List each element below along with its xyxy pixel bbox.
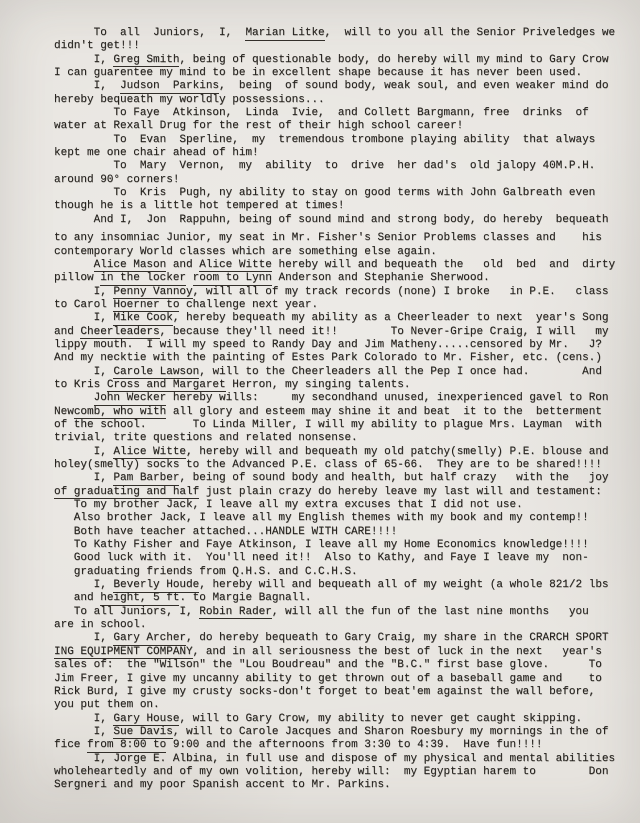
text-line: I, Pam Barber, being of sound body and health, but half crazy with the joy xyxy=(54,472,609,485)
text-line: I, Beverly Houde, hereby will and bequeath all of my weight (a whole 821/2 lbs xyxy=(54,579,609,592)
text-line: trivial, trite questions and related nonsense. xyxy=(54,432,358,445)
text-line: And my necktie with the painting of Estes Park Colorado to Mr. Fisher, etc. (cens.) xyxy=(54,352,602,365)
text-line: Both have teacher attached...HANDLE WITH CARE!!!! xyxy=(54,525,398,538)
text-line: To Mary Vernon, my ability to drive her dad's old jalopy 40M.P.H. xyxy=(54,160,596,173)
underlined-text: Cheerleaders xyxy=(80,325,160,338)
underlined-text: Alice Witte xyxy=(113,445,187,458)
text-line: ING EQUIPMENT COMPANY, and in all seriousness the best of luck in the next year's xyxy=(54,645,602,658)
text-line: pillow in the locker room to Lynn Anderson and Stephanie Sherwood. xyxy=(54,272,490,285)
underlined-text: Hoerner to xyxy=(113,298,180,311)
underlined-text: John Wecker xyxy=(93,392,167,405)
text-line: graduating friends from Q.H.S. and C.C.H.S. xyxy=(54,565,358,578)
text-line: I can guarentee my mind to be in excellent shape because it has never been used. xyxy=(54,67,583,80)
text-line: water at Rexall Drug for the rest of their high school career! xyxy=(54,120,464,133)
underlined-text: Beverly Houde xyxy=(113,579,200,592)
underlined-text: Cross and Margaret xyxy=(106,378,226,391)
text-line: To all Juniors, I, Robin Rader, will all the fun of the last nine months you xyxy=(54,605,589,618)
underlined-text: Carole Lawson xyxy=(113,365,200,378)
underlined-text: Sue Davis xyxy=(113,725,173,738)
text-line: I, Judson Parkins, being of sound body, weak soul, and even weaker mind do xyxy=(54,80,609,93)
underlined-text: Mike Cook xyxy=(113,312,173,325)
underlined-text: of graduating and half xyxy=(54,485,200,498)
text-line: I, Alice Witte, hereby will and bequeath my old patchy(smelly) P.E. blouse and xyxy=(54,445,609,458)
text-line: To Evan Sperline, my tremendous trombone playing ability that always xyxy=(54,133,596,146)
text-line: Rick Burd, I give my crusty socks-don't forget to beat'em against the wall before, xyxy=(54,685,596,698)
text-line: Jim Freer, I give my uncanny ability to get thrown out of a baseball game and to xyxy=(54,672,602,685)
underlined-text: Gary Archer xyxy=(113,632,187,645)
underlined-text: height, 5 ft xyxy=(100,592,180,605)
text-line: To all Juniors, I, Marian Litke, will to you all the Senior Priveledges we xyxy=(54,27,616,39)
typewritten-text-block xyxy=(54,27,630,793)
underlined-text: Judson Parkins xyxy=(120,80,220,93)
text-line: kept me one chair ahead of him! xyxy=(54,147,259,160)
text-line: of graduating and half just plain crazy do hereby leave my last will and testament: xyxy=(54,485,602,498)
underlined-text: Gary House xyxy=(113,712,180,725)
underlined-text: room to Lynn xyxy=(192,272,272,285)
text-line: wholeheartedly and of my own volition, hereby will: my Egyptian harem to Don xyxy=(54,765,609,778)
underlined-text: comb, who with xyxy=(73,405,167,418)
underlined-text: in the locker xyxy=(100,272,187,285)
underlined-text: Pam Barber xyxy=(113,472,180,485)
underlined-text: Robin Rader xyxy=(199,605,272,618)
text-line: I, Jorge E. Albina, in full use and dispose of my physical and mental abilities xyxy=(54,752,616,765)
text-line: To my brother Jack, I leave all my extra excuses that I did not use. xyxy=(54,499,523,512)
text-line: of the school. To Linda Miller, I will my ability to plague Mrs. Layman with xyxy=(54,418,602,431)
text-line: I, Mike Cook, hereby bequeath my ability as a Cheerleader to next year's Song xyxy=(54,312,609,325)
text-line: And I, Jon Rappuhn, being of sound mind and strong body, do hereby bequeath xyxy=(54,213,609,226)
text-line: To Kathy Fisher and Faye Atkinson, I leave all my Home Economics knowledge!!!! xyxy=(54,539,589,552)
text-line: and height, 5 ft. to Margie Bagnall. xyxy=(54,592,312,605)
text-line: to any insomniac Junior, my seat in Mr. Fisher's Senior Problems classes and his xyxy=(54,232,602,245)
text-line: I, Greg Smith, being of questionable body, do hereby will my mind to Gary Crow xyxy=(54,53,609,66)
text-line: To Kris Pugh, ny ability to stay on good terms with John Galbreath even xyxy=(54,187,596,200)
underlined-text: from 8:00 to xyxy=(87,739,167,752)
text-line: didn't get!!! xyxy=(54,40,140,53)
text-line: and Cheerleaders, because they'll need it!! To Never-Gripe Craig, I will my xyxy=(54,325,609,338)
text-line: fice from 8:00 to 9:00 and the afternoons from 3:30 to 4:39. Have fun!!!! xyxy=(54,739,543,752)
text-line: to Carol Hoerner to challenge next year. xyxy=(54,298,319,311)
text-line: lippy mouth. I will my speed to Randy Day and Jim Matheny.....censored by Mr. J? xyxy=(54,338,602,351)
text-line: Sergneri and my poor Spanish accent to Mr. Parkins. xyxy=(54,779,391,792)
text-line: contemporary World classes which are something else again. xyxy=(54,245,437,258)
underlined-text: Alice Mason xyxy=(93,258,167,271)
text-line: hereby bequeath my worldly possessions... xyxy=(54,93,325,106)
text-line: I, Penny Vannoy, will all of my track records (none) I broke in P.E. class xyxy=(54,285,609,298)
text-line: holey(smelly) socks to the Advanced P.E. class of 65-66. They are to be shared!!!! xyxy=(54,459,602,471)
text-line: though he is a little hot tempered at times! xyxy=(54,200,345,213)
text-line: you put them on. xyxy=(54,699,160,712)
underlined-text: Marian Litke xyxy=(245,27,325,39)
text-line: Also brother Jack, I leave all my English themes with my book and my contemp!! xyxy=(54,512,589,525)
text-line: Good luck with it. You'll need it!! Also to Kathy, and Faye I leave my non- xyxy=(54,552,589,565)
text-line: to Kris Cross and Margaret Herron, my singing talents. xyxy=(54,378,411,391)
underlined-text: Greg Smith xyxy=(113,53,180,66)
text-line: Alice Mason and Alice Witte hereby will and bequeath the old bed and dirty xyxy=(93,258,616,271)
text-line: I, Gary Archer, do hereby bequeath to Gary Craig, my share in the CRARCH SPORT xyxy=(54,632,609,645)
underlined-text: Penny Vannoy xyxy=(113,285,193,298)
text-line: are in school. xyxy=(54,619,147,632)
text-line: John Wecker hereby wills: my secondhand unused, inexperienced gavel to Ron xyxy=(93,392,609,405)
underlined-text: Alice Witte xyxy=(199,258,272,271)
text-line: I, Sue Davis, will to Carole Jacques and Sharon Roesbury my mornings in the of xyxy=(54,725,609,738)
text-line: Newcomb, who with all glory and esteem may shine it and beat it to the betterment xyxy=(54,405,602,418)
underlined-text: ING EQUIPMENT COMPANY xyxy=(54,645,193,658)
text-line: around 90° corners! xyxy=(54,173,180,186)
text-line: I, Carole Lawson, will to the Cheerleaders all the Pep I once had. And xyxy=(54,365,602,378)
text-line: sales of: the "Wilson" the "Lou Boudreau" and the "B.C." first base glove. To xyxy=(54,659,602,672)
text-line: To Faye Atkinson, Linda Ivie, and Collett Bargmann, free drinks of xyxy=(54,107,589,120)
text-line: I, Gary House, will to Gary Crow, my ability to never get caught skipping. xyxy=(54,712,583,725)
